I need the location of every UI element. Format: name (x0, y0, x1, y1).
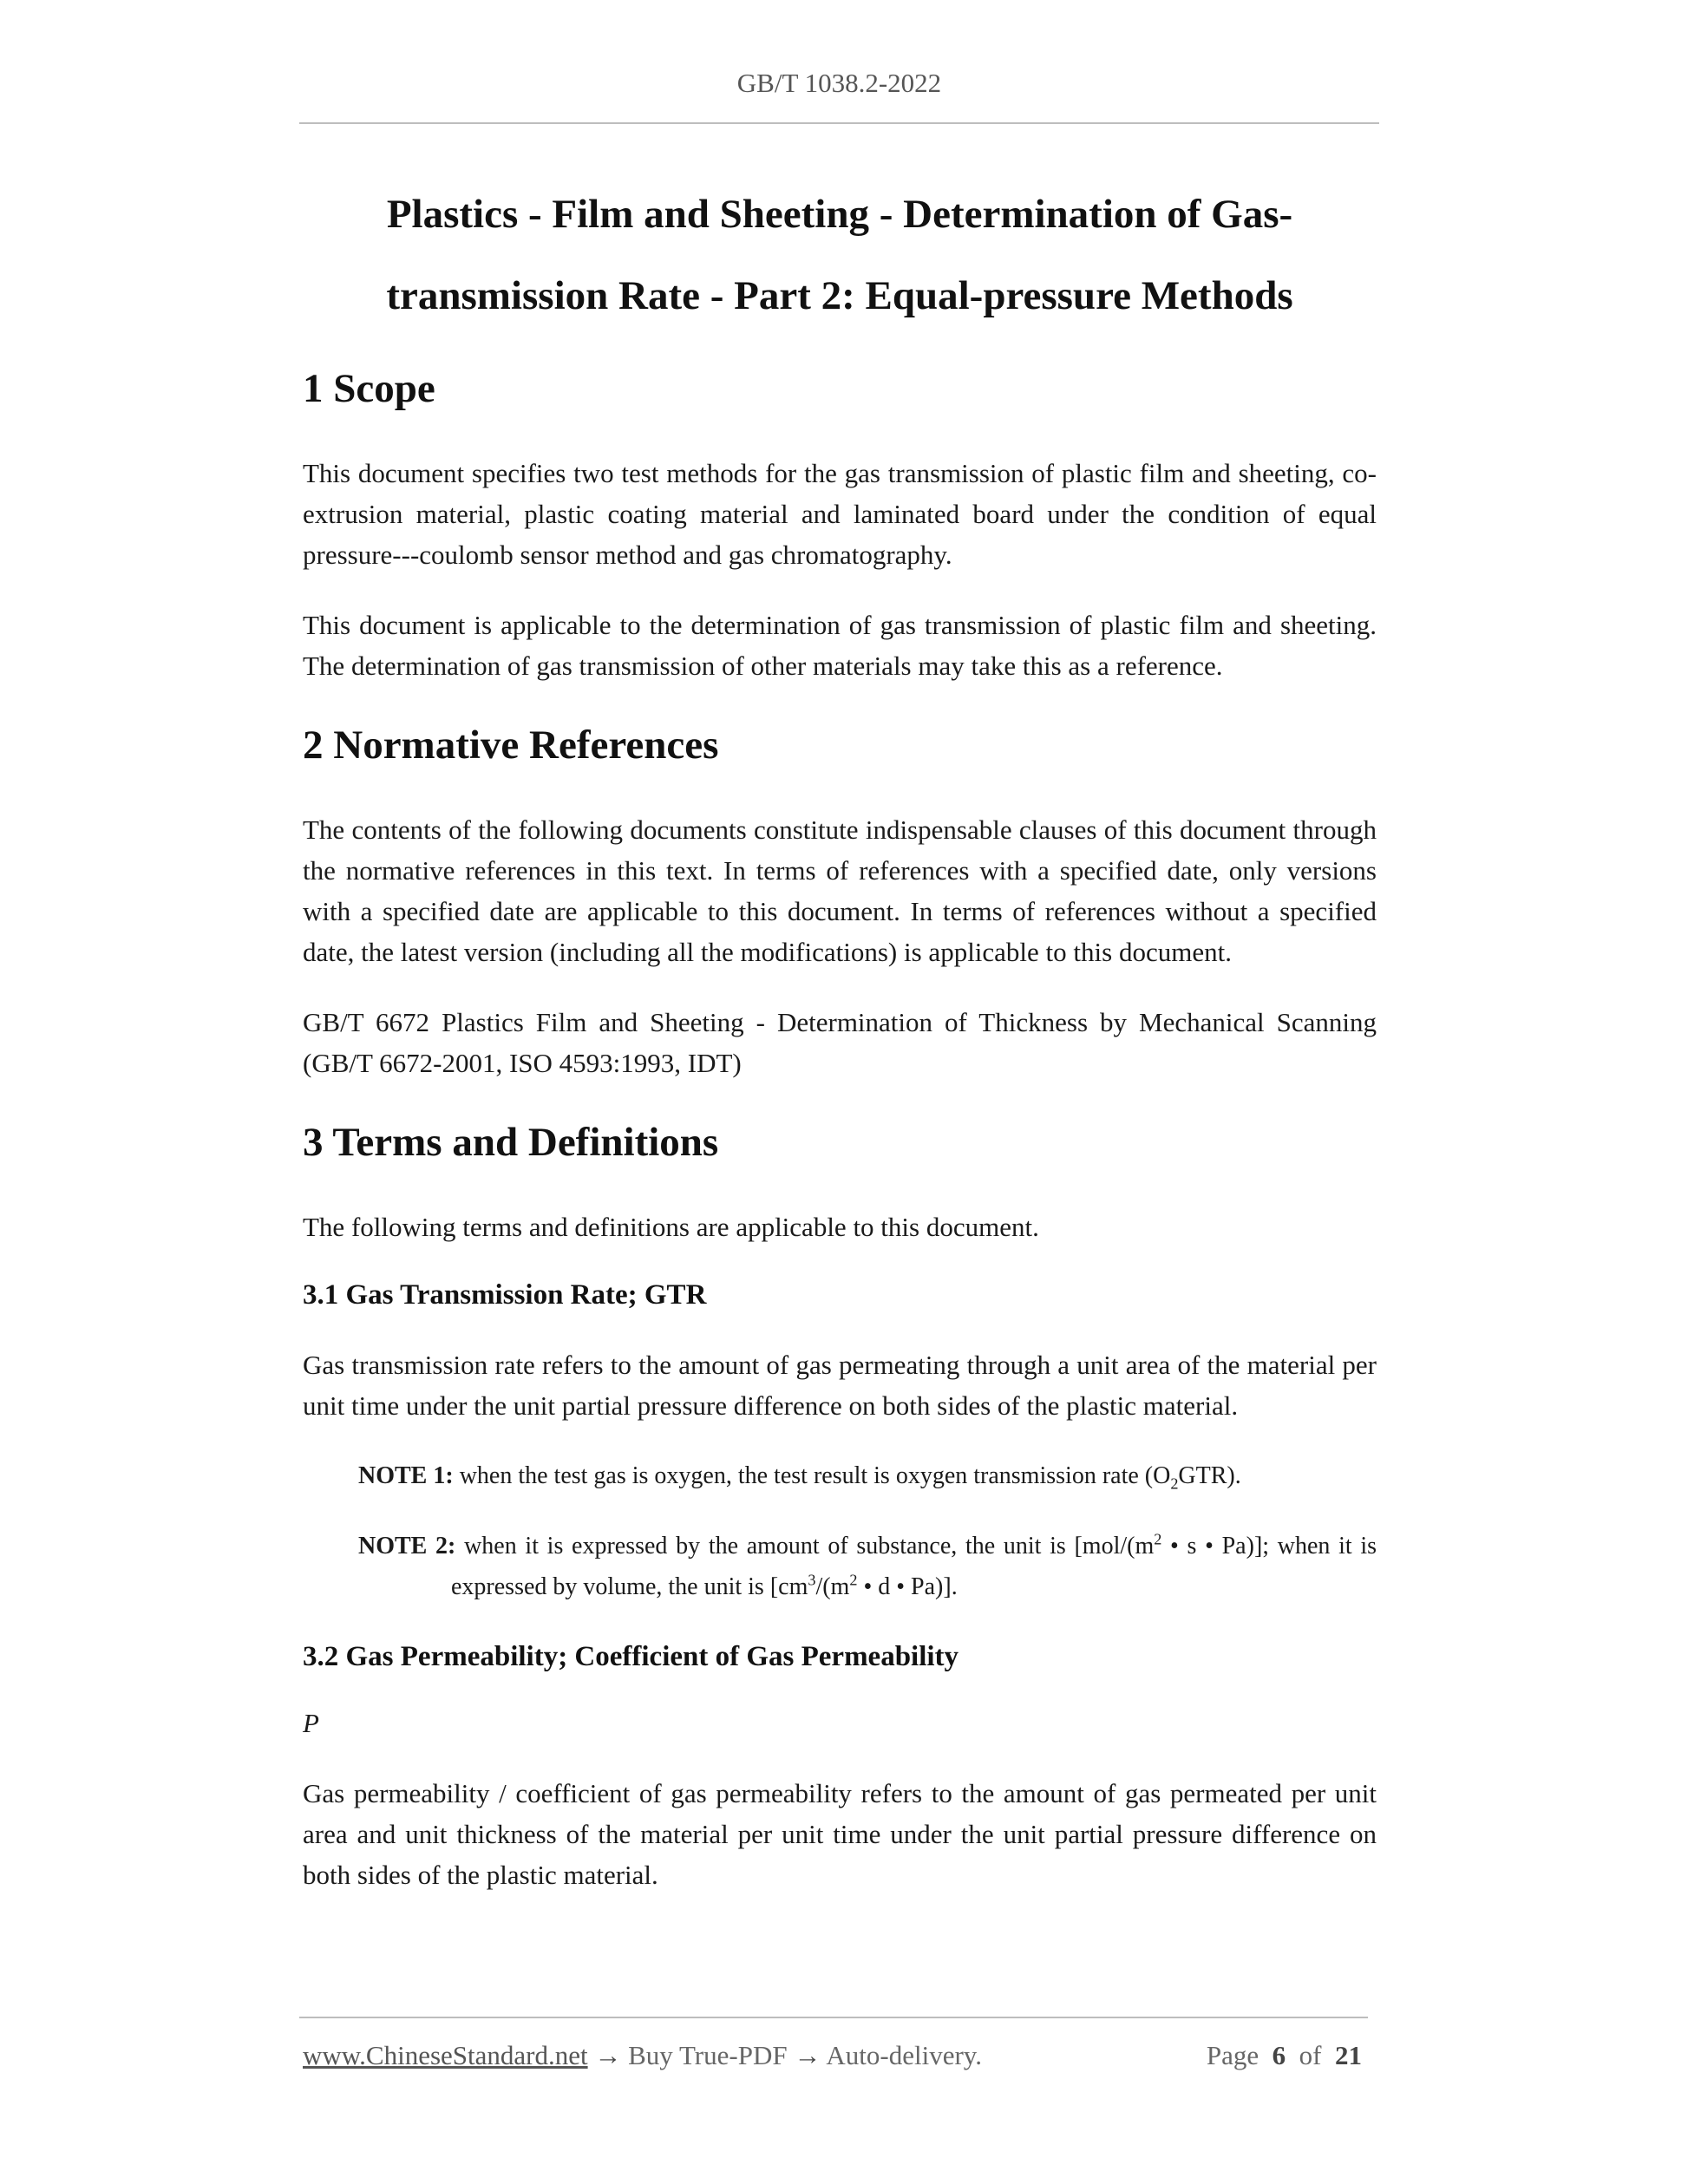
page-number (1207, 2037, 1362, 2075)
note-2-text-b: • s • Pa)]; when it is expressed by volume, the unit is [cm (451, 1533, 1377, 1600)
scope-paragraph-2: This document is applicable to the determination of gas transmission of plastic film and sheeting. The determination of gas transmission of other materials may take this as a reference. (303, 610, 1377, 681)
note-1-subscript: 2 (1170, 1475, 1179, 1493)
normative-reference-gbt6672: GB/T 6672 Plastics Film and Sheeting - Determination of Thickness by Mechanical Scanning (GB/T 6672-2001, ISO 4593:1993, IDT) (303, 1007, 1377, 1078)
page-current: 6 (1272, 2040, 1286, 2070)
arrow-right-icon: → (594, 2040, 622, 2070)
of-label: of (1299, 2040, 1322, 2070)
note-2-text-a: when it is expressed by the amount of substance, the unit is [mol/(m (464, 1533, 1155, 1560)
note-2-text-c: /(m (815, 1573, 850, 1600)
note-1-text: when the test gas is oxygen, the test result is oxygen transmission rate (O (459, 1462, 1171, 1489)
page-total: 21 (1335, 2040, 1362, 2070)
term-heading-gtr: 3.1 Gas Transmission Rate; GTR (303, 1279, 707, 1311)
note-2-superscript-2: 3 (808, 1571, 816, 1589)
document-body (303, 173, 1377, 1895)
note-1-label: NOTE 1: (358, 1462, 454, 1489)
term-symbol-p: P (303, 1708, 319, 1738)
section-heading-terms-definitions: 3 Terms and Definitions (303, 1120, 719, 1165)
term-definition-permeability: Gas permeability / coefficient of gas permeability refers to the amount of gas permeated per unit area and unit thickness of the material per unit time under the unit partial pressure difference on both sides of the plastic material. (303, 1778, 1377, 1890)
note-2-superscript-3: 2 (849, 1571, 858, 1589)
page-label: Page (1206, 2040, 1259, 2070)
note-1-tail: GTR). (1178, 1462, 1241, 1489)
terms-intro: The following terms and definitions are applicable to this document. (303, 1212, 1039, 1242)
header-divider (299, 122, 1379, 124)
arrow-right-icon: → (794, 2040, 821, 2070)
website-link[interactable]: www.ChineseStandard.net (303, 2040, 588, 2070)
normative-paragraph-1: The contents of the following documents constitute indispensable clauses of this document through the normative references in this text. In terms of references with a specified date, only versions with a specified date are applicable to this document. In terms of references without a specified date, the latest version (including all the modifications) is applicable to this document. (303, 814, 1377, 967)
page-header: GB/T 1038.2-2022 (736, 68, 942, 98)
section-heading-normative-references: 2 Normative References (303, 723, 719, 768)
document-title (303, 173, 1377, 337)
term-definition-gtr: Gas transmission rate refers to the amount of gas permeating through a unit area of the material per unit time under the unit partial pressure difference on both sides of the plastic material. (303, 1350, 1377, 1421)
term-heading-permeability: 3.2 Gas Permeability; Coefficient of Gas Permeability (303, 1641, 959, 1672)
scope-paragraph-1: This document specifies two test methods for the gas transmission of plastic film and sheeting, co-extrusion material, plastic coating material and laminated board under the condition of equal pressure---coulomb sensor method and gas chromatography. (303, 458, 1377, 570)
section-heading-scope: 1 Scope (303, 366, 435, 411)
note-2-superscript-1: 2 (1154, 1530, 1162, 1548)
note-1 (358, 1455, 1377, 1496)
title-line-1: Plastics - Film and Sheeting - Determination of Gas- (386, 192, 1293, 237)
note-2-label: NOTE 2: (358, 1533, 456, 1560)
buy-true-pdf-text: Buy True-PDF (628, 2040, 788, 2070)
title-line-2: transmission Rate - Part 2: Equal-pressure Methods (386, 273, 1293, 318)
footer-divider (299, 2017, 1368, 2018)
note-2 (358, 1526, 1377, 1607)
footer-promo (303, 2037, 982, 2075)
auto-delivery-text: Auto-delivery. (826, 2040, 983, 2070)
note-2-text-d: • d • Pa)]. (857, 1573, 958, 1600)
